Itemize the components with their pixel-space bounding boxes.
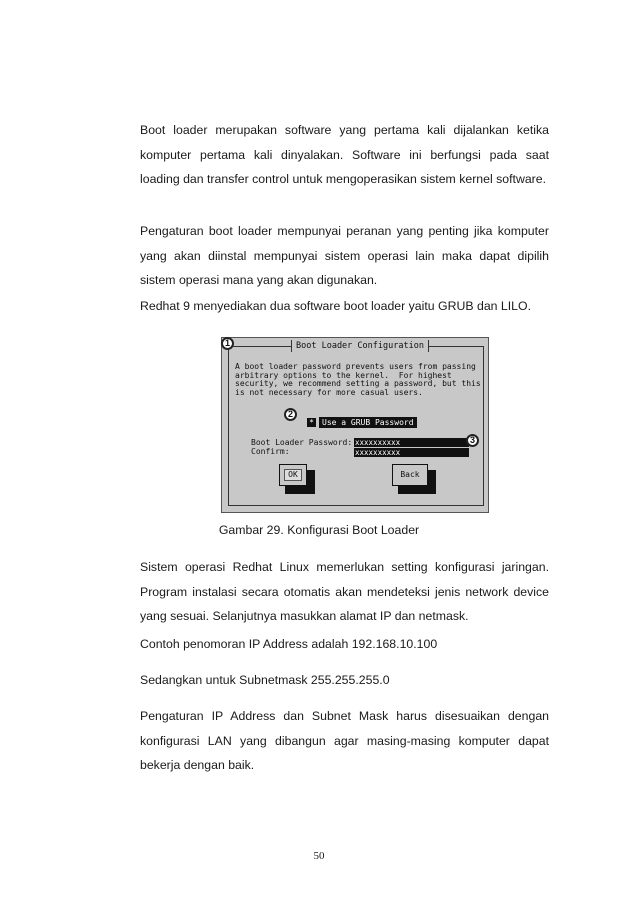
paragraph-subnetmask-example: Sedangkan untuk Subnetmask 255.255.255.0 xyxy=(140,673,390,687)
ok-button-label: OK xyxy=(284,469,302,481)
callout-1: 1 xyxy=(221,337,234,350)
callout-3: 3 xyxy=(466,434,479,447)
grub-password-label: Use a GRUB Password xyxy=(319,417,417,428)
boot-loader-dialog xyxy=(228,341,484,506)
confirm-label: Confirm: xyxy=(251,447,290,456)
paragraph-boot-loader-role: Pengaturan boot loader mempunyai peranan yang penting jika komputer yang akan diinstal mempunyai sistem operasi lain maka dapat dipilih sistem operasi mana yang akan digunakan. xyxy=(140,224,549,288)
password-label: Boot Loader Password: xyxy=(251,438,353,447)
paragraph-redhat-bootloaders: Redhat 9 menyediakan dua software boot loader yaitu GRUB dan LILO. xyxy=(140,299,532,313)
page-number: 50 xyxy=(313,850,325,862)
paragraph-boot-loader-intro: Boot loader merupakan software yang pertama kali dijalankan ketika komputer pertama kali dinyalakan. Software ini berfungsi pada saat loading dan transfer control untuk mengoperasikan sistem kernel software. xyxy=(140,123,549,187)
paragraph-lan-adjustment: Pengaturan IP Address dan Subnet Mask harus disesuaikan dengan konfigurasi LAN yang dibangun agar masing-masing komputer dapat bekerja dengan baik. xyxy=(140,709,549,773)
ok-button[interactable] xyxy=(279,464,307,486)
dialog-title: Boot Loader Configuration xyxy=(291,340,429,352)
paragraph-ip-example: Contoh penomoran IP Address adalah 192.168.10.100 xyxy=(140,637,438,651)
figure-caption: Gambar 29. Konfigurasi Boot Loader xyxy=(218,523,420,537)
back-button-group xyxy=(392,464,436,494)
callout-2: 2 xyxy=(284,408,297,421)
back-button-label: Back xyxy=(400,470,420,479)
back-button[interactable] xyxy=(392,464,428,486)
confirm-password-field[interactable]: xxxxxxxxxx xyxy=(354,448,469,457)
boot-loader-config-screenshot xyxy=(221,337,489,513)
password-field[interactable]: xxxxxxxxxx xyxy=(354,438,469,447)
ok-button-group xyxy=(279,464,315,494)
paragraph-network-config: Sistem operasi Redhat Linux memerlukan setting konfigurasi jaringan. Program instalasi secara otomatis akan mendeteksi jenis network device yang sesuai. Selanjutnya masukkan alamat IP dan netmask. xyxy=(140,560,549,624)
grub-password-checkbox[interactable]: * xyxy=(307,418,316,427)
dialog-description: A boot loader password prevents users from passing arbitrary options to the kernel. For highest security, we recommend setting a password, but this is not necessary for more casual users. xyxy=(235,362,481,397)
